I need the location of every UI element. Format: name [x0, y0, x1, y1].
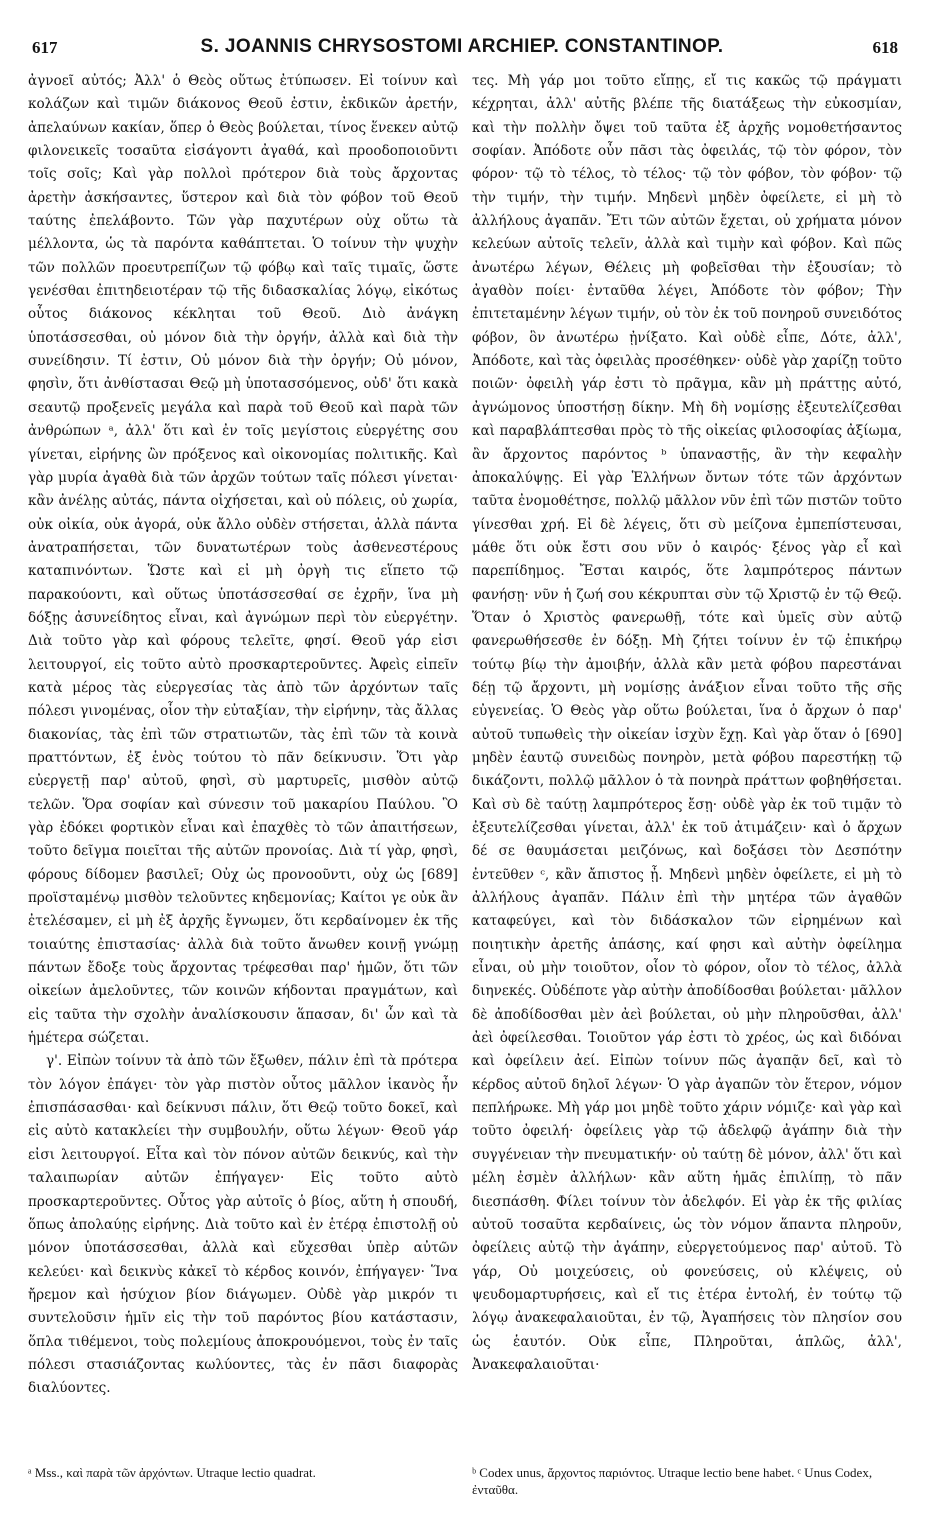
left-page-number: 617	[32, 38, 58, 57]
footnote-a: ᵃ Mss., καὶ παρὰ τῶν ἀρχόντων. Utraque lectio quadrat.	[28, 1465, 316, 1480]
page-header	[26, 34, 898, 64]
left-text-column	[28, 70, 458, 1450]
footnote-b-c: ᵇ Codex unus, ἄρχοντος παριόντος. Utraque lectio bene habet. ᶜ Unus Codex, ἐνταῦθα.	[472, 1465, 873, 1497]
left-paragraph-1: ἀγνοεῖ αὐτός; Ἀλλ' ὁ Θεὸς οὕτως ἐτύπωσεν. Εἰ τοίνυν καὶ κολάζων καὶ τιμῶν διάκονος Θεοῦ ἐστιν, ἐκδικῶν ἀρετήν, ἀπελαύνων κακίαν, ὅπερ ὁ Θεὸς βούλεται, τίνος ἕνεκεν αὐτῷ φιλονεικεῖς τοσαῦτα εἰσάγοντι ἀγαθά, καὶ προοδοποιοῦντι τοῖς σοῖς; Καὶ γὰρ πολλοὶ πρότερον διὰ τοὺς ἄρχοντας ἀρετὴν ἀσκήσαντες, ὕστερον καὶ διὰ τὸν φόβον τοῦ Θεοῦ ταύτης ἐπελάβοντο. Τῶν γὰρ παχυτέρων οὐχ οὕτω τὰ μέλλοντα, ὡς τὰ παρόντα καθάπτεται. Ὁ τοίνυν τὴν ψυχὴν τῶν πολλῶν προευτρεπίζων τῷ φόβῳ καὶ ταῖς τιμαῖς, ὥστε γενέσθαι ἐπιτηδειοτέραν τῷ τῆς διδασκαλίας λόγῳ, εἰκότως οὗτος διάκονος κέκληται τοῦ Θεοῦ. Διὸ ἀνάγκη ὑποτάσσεσθαι, οὐ μόνον διὰ τὴν ὀργήν, ἀλλὰ καὶ διὰ τὴν συνείδησιν. Τί ἐστιν, Οὐ μόνον διὰ τὴν ὀργήν; Οὐ μόνον, φησὶν, ὅτι ἀνθίστασαι Θεῷ μὴ ὑποτασσόμενος, οὐδ' ὅτι κακὰ σεαυτῷ προξενεῖς μεγάλα καὶ παρὰ τοῦ Θεοῦ καὶ παρὰ τῶν ἀνθρώπων ᵃ, ἀλλ' ὅτι καὶ ἐν τοῖς μεγίστοις εὐεργέτης σου γίνεται, εἰρήνης ὢν πρόξενος καὶ οἰκονομίας πολιτικῆς. Καὶ γὰρ μυρία ἀγαθὰ διὰ τῶν ἀρχῶν τούτων ταῖς πόλεσι γίνεται· κἂν ἀνέλῃς αὐτάς, πάντα οἰχήσεται, καὶ οὐ πόλεις, οὐ χωρία, οὐκ οἰκία, οὐκ ἀγορά, οὐκ ἄλλο οὐδὲν στήσεται, ἀλλὰ πάντα ἀνατραπήσεται, τῶν δυνατωτέρων τοὺς ἀσθενεστέρους καταπινόντων. Ὥστε καὶ εἰ μὴ ὀργὴ τις εἵπετο τῷ παρακούοντι, καὶ οὕτως ὑποτάσσεσθαί σε ἐχρῆν, ἵνα μὴ δόξῃς ἀσυνείδητος εἶναι, καὶ ἀγνώμων περὶ τὸν εὐεργέτην. Διὰ τοῦτο γὰρ καὶ φόρους τελεῖτε, φησί. Θεοῦ γάρ εἰσι λειτουργοί, εἰς τοῦτο αὐτὸ προσκαρτεροῦντες. Ἀφεὶς εἰπεῖν κατὰ μέρος τὰς εὐεργεσίας τὰς ἀπὸ τῶν ἀρχόντων ταῖς πόλεσι γινομένας, οἷον τὴν εὐταξίαν, τὴν εἰρήνην, τὰς ἄλλας διακονίας, τὰς ἐπὶ τῶν στρατιωτῶν, τὰς ἐπὶ τῶν τὰ κοινὰ πραττόντων, ἐξ ἑνὸς τούτου τὸ πᾶν δείκνυσιν. Ὅτι γὰρ εὐεργετῇ παρ' αὐτοῦ, φησὶ, σὺ μαρτυρεῖς, μισθὸν αὐτῷ τελῶν. Ὅρα σοφίαν καὶ σύνεσιν τοῦ μακαρίου Παύλου. Ὃ γὰρ ἐδόκει φορτικὸν εἶναι καὶ ἐπαχθὲς τὸ τῶν ἀπαιτήσεων, τοῦτο δεῖγμα ποιεῖται τῆς αὐτῶν προνοίας. Διὰ τί γὰρ, φησὶ, φόρους δίδομεν βασιλεῖ; Οὐχ ὡς προνοοῦντι, οὐχ ὡς [689] προϊσταμένῳ μισθὸν τελοῦντες κηδεμονίας; Καίτοι γε οὐκ ἂν ἐτελέσαμεν, εἰ μὴ ἐξ ἀρχῆς ἔγνωμεν, ὅτι κερδαίνομεν ἐκ τῆς τοιαύτης ἐπιστασίας· ἀλλὰ διὰ τοῦτο ἄνωθεν κοινῇ γνώμῃ πάντων ἔδοξε τοὺς ἄρχοντας τρέφεσθαι παρ' ἡμῶν, ὅτι τῶν οἰκείων ἀμελοῦντες, τῶν κοινῶν κήδονται πραγμάτων, καὶ εἰς ταῦτα τὴν σχολὴν ἀναλίσκουσιν ἅπασαν, δι' ὧν καὶ τὰ ἡμέτερα σώζεται.	[28, 73, 458, 1047]
right-page-number: 618	[872, 38, 898, 57]
right-paragraph-1: τες. Μὴ γάρ μοι τοῦτο εἴπῃς, εἴ τις κακῶς τῷ πράγματι κέχρηται, ἀλλ' αὐτῆς βλέπε τῆς διατάξεως τὴν εὐκοσμίαν, καὶ τὴν πολλὴν ὄψει τοῦ ταῦτα ἐξ ἀρχῆς νομοθετήσαντος σοφίαν. Ἀπόδοτε οὖν πᾶσι τὰς ὀφειλάς, τῷ τὸν φόρον, τὸν φόρον· τῷ τὸ τέλος, τὸ τέλος· τῷ τὸν φόβον, τὸν φόβον· τῷ τὴν τιμήν, τὴν τιμήν. Μηδενὶ μηδὲν ὀφείλετε, εἰ μὴ τὸ ἀλλήλους ἀγαπᾶν. Ἔτι τῶν αὐτῶν ἔχεται, οὐ χρήματα μόνον κελεύων αὐτοῖς τελεῖν, ἀλλὰ καὶ τιμὴν καὶ φόβον. Καὶ πῶς ἀνωτέρω λέγων, Θέλεις μὴ φοβεῖσθαι τὴν ἐξουσίαν; τὸ ἀγαθὸν ποίει· ἐνταῦθα λέγει, Ἀπόδοτε τὸν φόβον; Τὴν ἐπιτεταμένην λέγων τιμήν, οὐ τὸν ἐκ τοῦ πονηροῦ συνειδότος φόβον, ὃν ἀνωτέρω ᾐνίξατο. Καὶ οὐδὲ εἶπε, Δότε, ἀλλ', Ἀπόδοτε, καὶ τὰς ὀφειλὰς προσέθηκεν· οὐδὲ γὰρ χαρίζῃ τοῦτο ποιῶν· ὀφειλὴ γάρ ἐστι τὸ πρᾶγμα, κἂν μὴ πράττῃς αὐτό, ἀγνώμονος ὑποστήσῃ δίκην. Μὴ δὴ νομίσῃς ἐξευτελίζεσθαι καὶ παραβλάπτεσθαι πρὸς τὸ τῆς οἰκείας φιλοσοφίας ἀξίωμα, ἂν ἄρχοντος παρόντος ᵇ ὑπαναστῇς, ἂν τὴν κεφαλὴν ἀποκαλύψῃς. Εἰ γὰρ Ἑλλήνων ὄντων τότε τῶν ἀρχόντων ταῦτα ἐνομοθέτησε, πολλῷ μᾶλλον νῦν ἐπὶ τῶν πιστῶν τοῦτο γίνεσθαι χρή. Εἰ δὲ λέγεις, ὅτι σὺ μείζονα ἐμπεπίστευσαι, μάθε ὅτι οὐκ ἔστι σου νῦν ὁ καιρός· ξένος γὰρ εἶ καὶ παρεπίδημος. Ἔσται καιρός, ὅτε λαμπρότερος πάντων φανήσῃ· νῦν ἡ ζωή σου κέκρυπται σὺν τῷ Χριστῷ ἐν τῷ Θεῷ. Ὅταν ὁ Χριστὸς φανερωθῇ, τότε καὶ ὑμεῖς σὺν αὐτῷ φανερωθήσεσθε ἐν δόξῃ. Μὴ ζήτει τοίνυν ἐν τῷ ἐπικήρῳ τούτῳ βίῳ τὴν ἀμοιβήν, ἀλλὰ κἂν μετὰ φόβου παρεστάναι δέῃ τῷ ἄρχοντι, μὴ νομίσῃς ἀνάξιον εἶναι τοῦτο τῆς σῆς εὐγενείας. Ὁ Θεὸς γὰρ οὕτω βούλεται, ἵνα ὁ ἄρχων ὁ παρ' αὐτοῦ τυπωθεὶς τὴν οἰκείαν ἰσχὺν ἔχῃ. Καὶ γὰρ ὅταν ὁ [690] μηδὲν ἑαυτῷ συνειδὼς πονηρὸν, μετὰ φόβου παρεστήκῃ τῷ δικάζοντι, πολλῷ μᾶλλον ὁ τὰ πονηρὰ πράττων φοβηθήσεται. Καὶ σὺ δὲ ταύτῃ λαμπρότερος ἔσῃ· οὐδὲ γὰρ ἐκ τοῦ τιμᾷν τὸ ἐξευτελίζεσθαι γίνεται, ἀλλ' ἐκ τοῦ ἀτιμάζειν· καὶ ὁ ἄρχων δέ σε θαυμάσεται μειζόνως, καὶ δοξάσει τὸν Δεσπότην ἐντεῦθεν ᶜ, κἂν ἄπιστος ᾖ. Μηδενὶ μηδὲν ὀφείλετε, εἰ μὴ τὸ ἀλλήλους ἀγαπᾶν. Πάλιν ἐπὶ τὴν μητέρα τῶν ἀγαθῶν καταφεύγει, καὶ τὸν διδάσκαλον τῶν εἰρημένων καὶ ποιητικὴν ἀρετῆς ἁπάσης, καί φησι καὶ αὐτὴν ὀφείλημα εἶναι, οὐ μὴν τοιοῦτον, οἷον τὸ φόρον, οἷον τὸ τέλος, ἀλλὰ διηνεκές. Οὐδέποτε γὰρ αὐτὴν ἀποδίδοσθαι βούλεται· μᾶλλον δὲ ἀποδίδοσθαι μὲν ἀεὶ βούλεται, οὐ μὴν πληροῦσθαι, ἀλλ' ἀεὶ ὀφείλεσθαι. Τοιοῦτον γάρ ἐστι τὸ χρέος, ὡς καὶ διδόναι καὶ ὀφείλειν ἀεί. Εἰπὼν τοίνυν πῶς ἀγαπᾷν δεῖ, καὶ τὸ κέρδος αὐτοῦ δηλοῖ λέγων· Ὁ γὰρ ἀγαπῶν τὸν ἕτερον, νόμον πεπλήρωκε. Μὴ γάρ μοι μηδὲ τοῦτο χάριν νόμιζε· καὶ γὰρ καὶ τοῦτο ὀφειλή· ὀφείλεις γὰρ τῷ ἀδελφῷ ἀγάπην διὰ τὴν συγγένειαν τὴν πνευματικήν· οὐ ταύτῃ δὲ μόνον, ἀλλ' ὅτι καὶ μέλη ἐσμὲν ἀλλήλων· κἂν αὕτη ἡμᾶς ἐπιλίπῃ, τὸ πᾶν διεσπάσθη. Φίλει τοίνυν τὸν ἀδελφόν. Εἰ γὰρ ἐκ τῆς φιλίας αὐτοῦ τοσαῦτα κερδαίνεις, ὡς τὸν νόμον ἅπαντα πληροῦν, ὀφείλεις αὐτῷ τὴν ἀγάπην, εὐεργετούμενος παρ' αὐτοῦ. Τὸ γάρ, Οὐ μοιχεύσεις, οὐ φονεύσεις, οὐ κλέψεις, οὐ ψευδομαρτυρήσεις, καὶ εἴ τις ἑτέρα ἐντολή, ἐν τούτῳ τῷ λόγῳ ἀνακεφαλαιοῦται, ἐν τῷ, Ἀγαπήσεις τὸν πλησίον σου ὡς ἑαυτόν. Οὐκ εἶπε, Πληροῦται, ἁπλῶς, ἀλλ', Ἀνακεφαλαιοῦται·	[472, 73, 902, 1373]
left-footnote	[28, 1464, 458, 1481]
left-paragraph-2: γ'. Εἰπὼν τοίνυν τὰ ἀπὸ τῶν ἔξωθεν, πάλιν ἐπὶ τὰ πρότερα τὸν λόγον ἐπάγει· τὸν γὰρ πιστὸν οὗτος μᾶλλον ἱκανὸς ἦν ἐπισπάσασθαι· καὶ δείκνυσι πάλιν, ὅτι Θεῷ τοῦτο δοκεῖ, καὶ εἰς αὐτὸ κατακλείει τὴν συμβουλήν, οὕτω λέγων· Θεοῦ γάρ εἰσι λειτουργοί. Εἶτα καὶ τὸν πόνον αὐτῶν δεικνύς, καὶ τὴν ταλαιπωρίαν αὐτῶν ἐπήγαγεν· Εἰς τοῦτο αὐτὸ προσκαρτεροῦντες. Οὗτος γὰρ αὐτοῖς ὁ βίος, αὕτη ἡ σπουδή, ὅπως ἀπολαύῃς εἰρήνης. Διὰ τοῦτο καὶ ἐν ἑτέρᾳ ἐπιστολῇ οὐ μόνον ὑποτάσσεσθαι, ἀλλὰ καὶ εὔχεσθαι ὑπὲρ αὐτῶν κελεύει· καὶ δεικνὺς κἀκεῖ τὸ κέρδος κοινόν, ἐπήγαγεν· Ἵνα ἤρεμον καὶ ἡσύχιον βίον διάγωμεν. Οὐδὲ γὰρ μικρόν τι συντελοῦσιν ἡμῖν εἰς τὴν τοῦ παρόντος βίου κατάστασιν, ὅπλα τιθέμενοι, τοὺς πολεμίους ἀποκρουόμενοι, τοὺς ἐν ταῖς πόλεσι στασιάζοντας κωλύοντες, τὰς ἐν πᾶσι διαφορὰς διαλύοντες.	[28, 1053, 458, 1397]
right-footnote	[472, 1464, 902, 1498]
right-text-column	[472, 70, 902, 1450]
running-title: S. JOANNIS CHRYSOSTOMI ARCHIEP. CONSTANTINOP.	[200, 36, 724, 57]
